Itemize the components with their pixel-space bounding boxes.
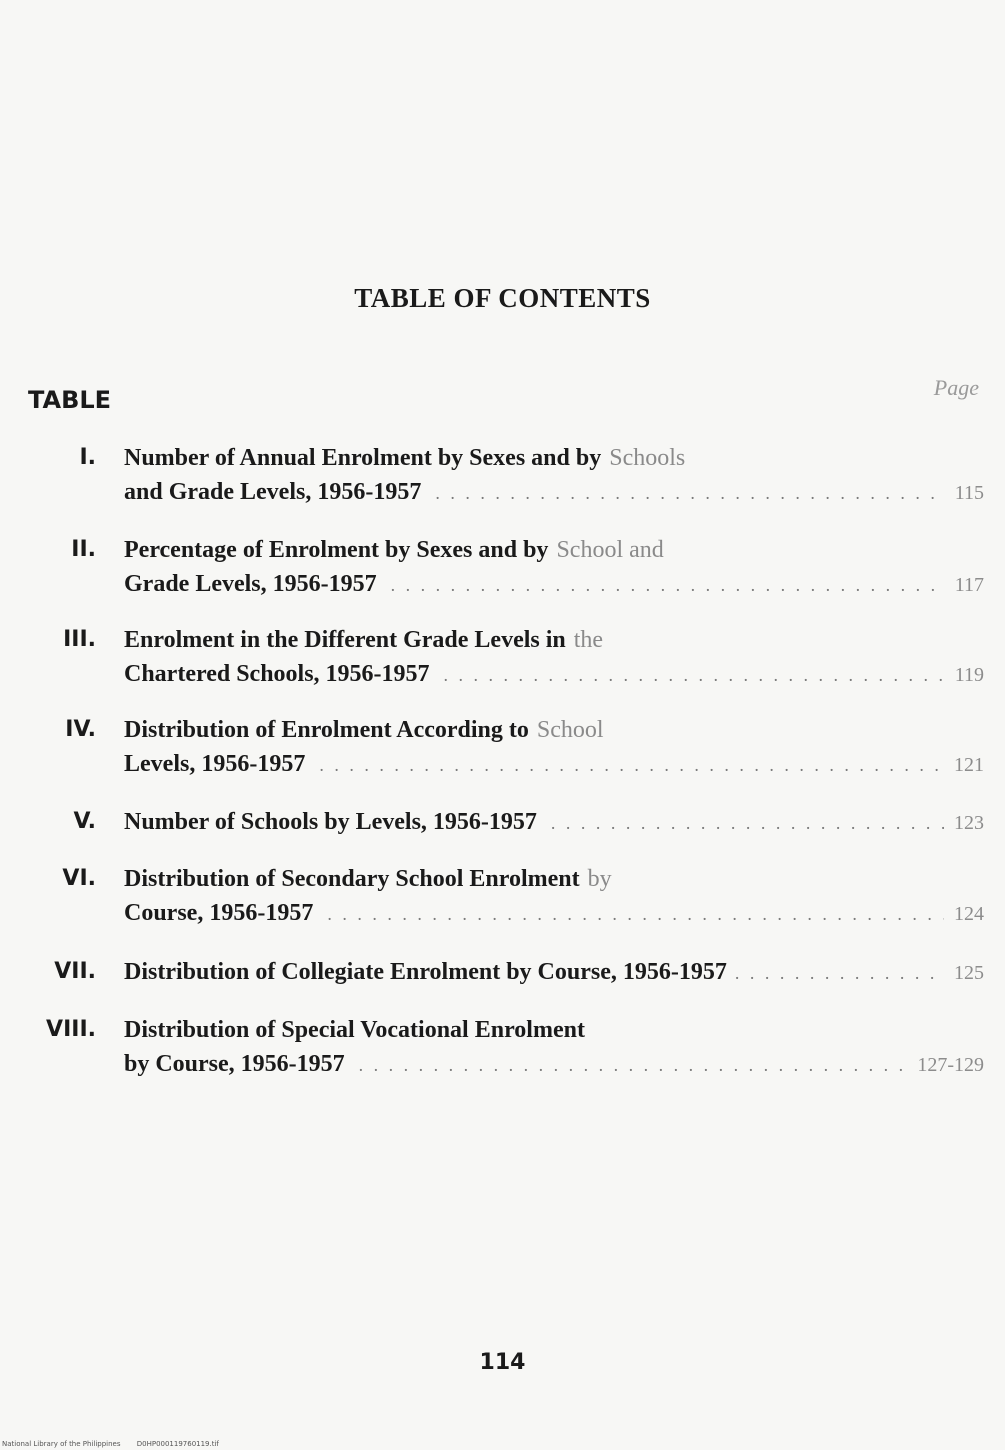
- entry-title-line1: Distribution of Secondary School Enrolment: [124, 866, 580, 892]
- page-title: TABLE OF CONTENTS: [354, 283, 651, 313]
- entry-title-line2: Levels, 1956-1957: [124, 751, 306, 777]
- leader-dots: [319, 748, 944, 782]
- entry-number: I.: [79, 445, 96, 470]
- leader-dots: [391, 568, 945, 602]
- entry-title-line1-faded: the: [573, 627, 604, 653]
- entry-title-line1: Percentage of Enrolment by Sexes and by: [124, 537, 549, 563]
- entry-title-line2: and Grade Levels, 1956-1957: [124, 479, 422, 505]
- entry-title-line2: Course, 1956-1957: [124, 900, 314, 926]
- column-header-page: Page: [933, 375, 979, 400]
- leader-dots: [444, 658, 945, 692]
- leader-dots: [327, 897, 944, 931]
- entry-number: VII.: [54, 959, 96, 984]
- entry-title-line2: by Course, 1956-1957: [124, 1051, 345, 1077]
- entry-title-line2: Chartered Schools, 1956-1957: [124, 661, 430, 687]
- entry-title-line1: Enrolment in the Different Grade Levels in: [124, 627, 566, 653]
- leader-dots: [435, 476, 944, 510]
- entry-number: III.: [63, 627, 96, 652]
- entry-title-line1: Distribution of Collegiate Enrolment by Course, 1956-1957: [124, 959, 727, 985]
- entry-page: 121: [954, 754, 984, 776]
- entry-page: 117: [954, 574, 984, 596]
- leader-dots: [551, 806, 944, 840]
- entry-page: 115: [954, 482, 984, 504]
- entry-title-line2: Grade Levels, 1956-1957: [124, 571, 377, 597]
- leader-dots: [735, 956, 944, 990]
- entry-page: 124: [954, 903, 984, 925]
- entry-number: VIII.: [46, 1017, 96, 1042]
- entry-page: 119: [954, 664, 984, 686]
- entry-title-line1-faded: Schools: [609, 445, 686, 471]
- credit-library: National Library of the Philippines: [2, 1440, 121, 1448]
- entry-title-line1: Number of Annual Enrolment by Sexes and by: [124, 445, 602, 471]
- page-number: 114: [479, 1350, 526, 1375]
- column-header-table: TABLE: [28, 386, 112, 414]
- scan-credit: [2, 1440, 233, 1448]
- entry-title-line1-faded: by: [587, 866, 612, 892]
- entry-page: 127-129: [917, 1054, 984, 1076]
- entry-number: II.: [71, 537, 96, 562]
- entry-number: IV.: [65, 717, 96, 742]
- entry-page: 125: [954, 962, 984, 984]
- credit-code: D0HP000119760119.tif: [136, 1440, 219, 1448]
- entry-title-line1: Number of Schools by Levels, 1956-1957: [124, 809, 537, 835]
- entry-number: VI.: [62, 866, 96, 891]
- entry-title-line1-faded: School: [536, 717, 604, 743]
- entry-number: V.: [73, 809, 96, 834]
- entry-title-line1: Distribution of Special Vocational Enrolment: [124, 1017, 585, 1043]
- entry-title-line1-faded: School and: [556, 537, 664, 563]
- entry-title-line1: Distribution of Enrolment According to: [124, 717, 529, 743]
- leader-dots: [359, 1048, 908, 1082]
- entry-page: 123: [954, 812, 984, 834]
